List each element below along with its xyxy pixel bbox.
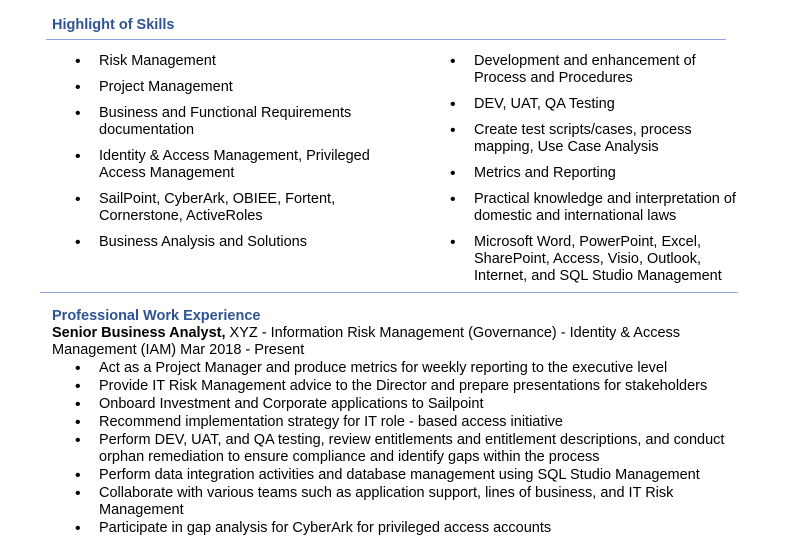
skills-divider xyxy=(46,39,726,40)
skill-item: • DEV, UAT, QA Testing xyxy=(450,96,750,113)
experience-divider xyxy=(40,292,738,293)
duty-item: • Collaborate with various teams such as application support, lines of business, and IT Risk Management xyxy=(75,485,755,519)
duties-list xyxy=(75,360,755,538)
job-detail: XYZ - Information Risk Management (Governance) - Identity & Access Management (IAM) Mar 2018 - Present xyxy=(52,325,681,358)
skills-list-left xyxy=(75,53,405,260)
skills-list-right xyxy=(450,53,750,294)
duty-item: • Provide IT Risk Management advice to the Director and prepare presentations for stakeholders xyxy=(75,378,755,395)
skill-item: • Practical knowledge and interpretation of domestic and international laws xyxy=(450,191,750,225)
skill-item: • Project Management xyxy=(75,79,405,96)
job-title: Senior Business Analyst, xyxy=(52,325,226,341)
skill-item: • Development and enhancement of Process and Procedures xyxy=(450,53,750,87)
duty-item: • Perform data integration activities and database management using SQL Studio Management xyxy=(75,467,755,484)
skill-item: • Business Analysis and Solutions xyxy=(75,234,405,251)
experience-heading: Professional Work Experience xyxy=(52,308,261,324)
skill-item: • Business and Functional Requirements documentation xyxy=(75,105,405,139)
duty-item: • Perform DEV, UAT, and QA testing, review entitlements and entitlement descriptions, and conduct orphan remediation to ensure compliance and identify gaps within the process xyxy=(75,432,755,466)
duty-item: • Recommend implementation strategy for IT role - based access initiative xyxy=(75,414,755,431)
skill-item: • SailPoint, CyberArk, OBIEE, Fortent, Cornerstone, ActiveRoles xyxy=(75,191,405,225)
skill-item: • Create test scripts/cases, process mapping, Use Case Analysis xyxy=(450,122,750,156)
job-header xyxy=(52,325,732,359)
skill-item: • Microsoft Word, PowerPoint, Excel, SharePoint, Access, Visio, Outlook, Internet, and SQL Studio Management xyxy=(450,234,750,285)
duty-item: • Participate in gap analysis for CyberArk for privileged access accounts xyxy=(75,520,755,537)
skill-item: • Identity & Access Management, Privileged Access Management xyxy=(75,148,405,182)
duty-item: • Act as a Project Manager and produce metrics for weekly reporting to the executive level xyxy=(75,360,755,377)
skills-heading: Highlight of Skills xyxy=(52,17,175,33)
skill-item: • Metrics and Reporting xyxy=(450,165,750,182)
duty-item: • Onboard Investment and Corporate applications to Sailpoint xyxy=(75,396,755,413)
skill-item: • Risk Management xyxy=(75,53,405,70)
